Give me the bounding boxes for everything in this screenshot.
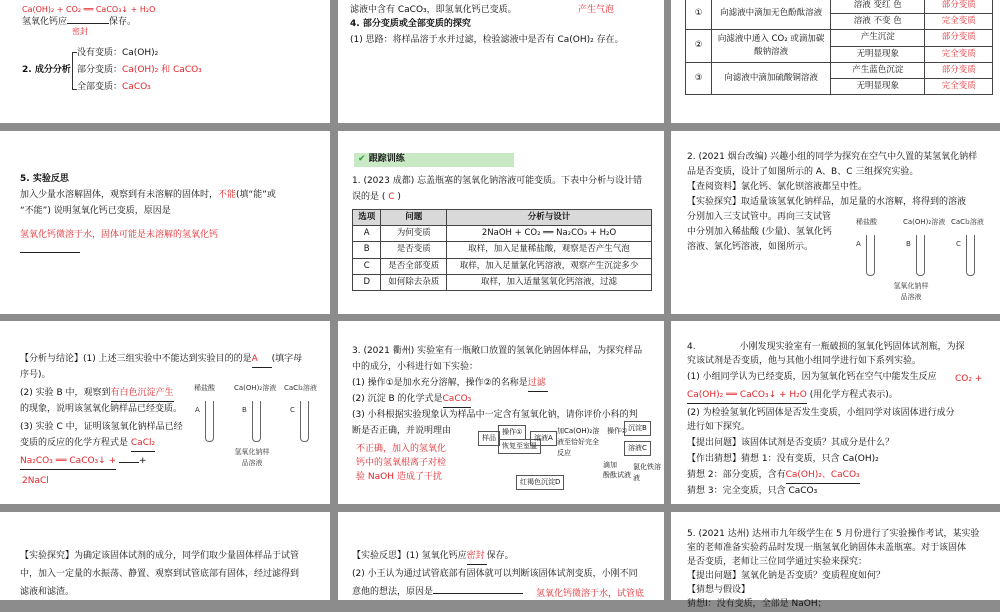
tracking-training-label: ✔ 跟踪训练 bbox=[358, 154, 405, 164]
tag-cacl2: CaCl₂溶液 bbox=[951, 218, 984, 226]
equation-answer: Ca(OH)₂ + CO₂ ══ CaCO₃↓ + H₂O bbox=[22, 5, 156, 14]
flow-solution-c: 溶液C bbox=[624, 441, 651, 456]
slide-1 bbox=[0, 0, 330, 123]
partial-change-line: 部分变质：Ca(OH)₂ 和 CaCO₃ bbox=[77, 65, 202, 75]
gas-answer: 产生气泡 bbox=[578, 5, 615, 15]
slide-5 bbox=[338, 131, 664, 314]
slide-4 bbox=[0, 131, 330, 314]
slide-9: 4. 小刚发现实验室有一瓶破损的氢氧化钙固体试剂瓶，为探 究该试剂是否变质，他与其他小组同学进行如下系列实验。 (1) 小组同学认为已经变质，因为氢氧化钙在空气中能发生反应 CO₂ + Ca(OH)₂ ══ CaCO₃↓ + H₂O (用化学方程式表示)。 (2) 为检验氢氧化钙固体是否发生变质，小组同学对该固体进行成分 进行如下探究。 【提出问题】该固体试剂是否变质？其成分是什么？ 【作出猜想】猜想 1：没有变质，只含 Ca(OH)₂ 猜想 2：部分变质，含有Ca(OH)₂、CaCO₃ 猜想 3：完全变质，只含 CaCO₃ bbox=[671, 321, 1000, 504]
slide-3 bbox=[671, 0, 1000, 123]
slide-10: 【实验探究】为确定该固体试剂的成分，同学们取少量固体样品于试管 中，加入一定量的水振荡、静置、观察到试管底部有固体，经过滤得到 滤液和滤渣。 bbox=[0, 512, 330, 600]
table-row: B 是否变质 取样，加入足量稀盐酸，观察是否产生气泡 bbox=[353, 242, 652, 258]
analysis-equation: Na₂CO₃ ══ CaCO₃↓ + + bbox=[20, 455, 147, 470]
slide-12: 5. (2021 达州) 达州市九年级学生在 5 月份进行了实验操作考试，某实验 室的老师准备实验药品时发现一瓶氢氧化钠固体未盖瓶塞。对于该固体 是否变质，老师让三位同学通过实验来探究： 【提出问题】氢氧化钠是否变质？变质程度如何？ 【猜想与假设】 猜想Ⅰ：没有变质，全部是 NaOH； bbox=[671, 512, 1000, 600]
analysis-line-3: 的现象，说明该氢氧化钠样品已经变质。 bbox=[20, 404, 183, 414]
sample-label: 氢氧化钠样品溶液 bbox=[893, 282, 929, 301]
test-table-row: 无明显现象 完全变质 bbox=[686, 46, 993, 62]
seal-answer: 密封 bbox=[72, 27, 88, 36]
analysis-line-1b: 序号)。 bbox=[20, 370, 51, 380]
flow-sample: 样品 bbox=[478, 431, 500, 446]
options-table bbox=[352, 209, 652, 291]
question-1-tail: 误的是 ( C ) bbox=[352, 192, 401, 202]
test-table-row: 无明显现象 完全变质 bbox=[686, 78, 993, 94]
question-1: 1. (2023 成都) 忘盖瓶塞的氢氧化钠溶液可能变质。下表中分析与设计错 bbox=[352, 176, 643, 186]
analysis-line-2: (2) 实验 B 中，观察到有白色沉淀产生 bbox=[20, 387, 174, 402]
idea-line: (1) 思路：将样品溶于水并过滤，检验滤液中是否有 Ca(OH)₂ 存在。 bbox=[350, 35, 624, 45]
test-table-row: 溶液 不变 色 完全变质 bbox=[686, 14, 993, 30]
analysis-line-5: 变质的反应的化学方程式是 CaCl₂ bbox=[20, 437, 155, 452]
composition-heading: 2. 成分分析 bbox=[22, 65, 71, 75]
text-line: 品是否变质，设计了如图所示的 A、B、C 三组探究实验。 bbox=[687, 167, 919, 177]
flow-solution-a: 溶液A bbox=[530, 431, 557, 446]
full-change-line: 全部变质：CaCO₃ bbox=[77, 82, 151, 92]
table-row: C 是否全部变质 取样，加入足量氯化钙溶液，观察产生沉淀多少 bbox=[353, 258, 652, 274]
analysis-product: 2NaCl bbox=[22, 476, 49, 486]
no-change-line: 没有变质：Ca(OH)₂ bbox=[77, 48, 159, 58]
tube-a bbox=[866, 235, 875, 276]
tube-b bbox=[916, 235, 925, 276]
text-line: 【实验探究】取适量该氢氧化钠样品，加足量的水溶解，将得到的溶液 bbox=[687, 197, 967, 207]
analysis-line-1: 【分析与结论】(1) 上述三组实验中不能达到实验目的的是A (填字母 bbox=[20, 353, 302, 368]
flow-precipitate-d: 红褐色沉淀D bbox=[516, 475, 564, 490]
text-line: 2. (2021 烟台改编) 兴趣小组的同学为探究在空气中久置的某氢氧化钠样 bbox=[687, 152, 978, 162]
table-header: 分析与设计 bbox=[447, 210, 652, 226]
slide-2 bbox=[338, 0, 664, 123]
flow-op1: 操作① bbox=[498, 425, 526, 440]
tag-hcl: 稀盐酸 bbox=[856, 218, 877, 226]
table-header: 问题 bbox=[381, 210, 447, 226]
flow-precipitate-b: 沉淀B bbox=[624, 421, 651, 436]
analysis-line-4: (3) 实验 C 中，证明该氢氧化钠样品已经 bbox=[20, 422, 183, 432]
reflection-line-2: “不能”) 说明氢氧化钙已变质，原因是 bbox=[20, 206, 171, 216]
filtrate-line: 滤液中含有 CaCO₃，即氢氧化钙已变质。 bbox=[350, 5, 517, 15]
test-table-row: ① 向滤液中滴加无色酚酞溶液 溶液 变红 色 部分变质 bbox=[686, 0, 993, 14]
table-row: D 如何除去杂质 取样，加入适量氢氧化钙溶液，过滤 bbox=[353, 274, 652, 290]
storage-line: 氢氧化钙应 保存。 bbox=[22, 17, 137, 27]
test-table bbox=[685, 0, 993, 95]
slide-7: 【分析与结论】(1) 上述三组实验中不能达到实验目的的是A (填字母 序号)。 (2) 实验 B 中，观察到有白色沉淀产生 的现象，说明该氢氧化钠样品已经变质。 (3) 实验 C 中，证明该氢氧化钠样品已经 变质的反应的化学方程式是 CaCl₂ Na₂CO₃ ══ CaCO₃↓ + + 2NaCl 稀盐酸 Ca(OH)₂溶液 CaCl₂溶液 A B C 氢氧化钠样品溶液 bbox=[0, 321, 330, 504]
reflection-heading: 5. 实验反思 bbox=[20, 174, 69, 184]
table-row: A 为何变质 2NaOH + CO₂ ══ Na₂CO₃ + H₂O bbox=[353, 226, 652, 242]
reflection-line-1: 加入少量水溶解固体，观察到有未溶解的固体时，不能(填“能”或 bbox=[20, 190, 276, 200]
tag-caoh2: Ca(OH)₂溶液 bbox=[903, 218, 946, 226]
slide-11: 【实验反思】(1) 氢氧化钙应密封 保存。 (2) 小王认为通过试管底部有固体就可以判断该固体试剂变质，小刚不同 意他的想法，原因是 氢氧化钙微溶于水，试管底 bbox=[338, 512, 664, 600]
check-icon: ✔ bbox=[358, 154, 366, 164]
test-table-row: ③ 向滤液中滴加硫酸铜溶液 产生蓝色沉淀 部分变质 bbox=[686, 62, 993, 78]
text-line: 溶液、氯化钙溶液，如图所示。 bbox=[687, 242, 814, 252]
text-line: 中分别加入稀盐酸 (少量)、氢氧化钙 bbox=[687, 227, 832, 237]
text-line: 【查阅资料】氯化钙、氯化钡溶液都呈中性。 bbox=[687, 182, 868, 192]
slide-6: 2. (2021 烟台改编) 兴趣小组的同学为探究在空气中久置的某氢氧化钠样 品是否变质，设计了如图所示的 A、B、C 三组探究实验。 【查阅资料】氯化钙、氯化钡溶液都呈中性。 【实验探究】取适量该氢氧化钠样品，加足量的水溶解，将得到的溶液 分别加入三支试管中。再向三支试管 中分别加入稀盐酸 (少量)、氢氧化钙 溶液、氯化钙溶液，如图所示。 稀盐酸 Ca(OH)₂溶液 CaCl₂溶液 A B C 氢氧化钠样品溶液 bbox=[671, 131, 1000, 314]
text-line: 分别加入三支试管中。再向三支试管 bbox=[687, 212, 832, 222]
slide-8: 3. (2021 衢州) 实验室有一瓶敞口放置的氢氧化钠固体样品，为探究样品 中的成分，小科进行如下实验： (1) 操作①是加水充分溶解，操作②的名称是过滤 (2) 沉淀 B 的化学式是CaCO₃ (3) 小科根据实验现象认为样品中一定含有氢氧化钠，请你评价小科的判 断是否正确，并说明理由 不正确，加入的氢氧化 钙中的氢氧根离子对检 验 NaOH 造成了干扰 样品 操作① 恢复至室温 溶液A 加Ca(OH)₂溶液至恰好完全反应 操作② 沉淀B 溶液C 滴加 酚酞试液 红褐色沉淀D 氯化铁溶液 bbox=[338, 321, 664, 504]
tube-c bbox=[966, 235, 975, 276]
test-table-row: ② 向滤液中通入 CO₂ 或滴加碳酸钠溶液 产生沉淀 部分变质 bbox=[686, 30, 993, 46]
heading-4: 4. 部分变质或全部变质的探究 bbox=[350, 19, 471, 29]
table-header: 选项 bbox=[353, 210, 381, 226]
reflection-reason: 氢氧化钙微溶于水，固体可能是未溶解的氢氧化钙 bbox=[20, 230, 219, 240]
